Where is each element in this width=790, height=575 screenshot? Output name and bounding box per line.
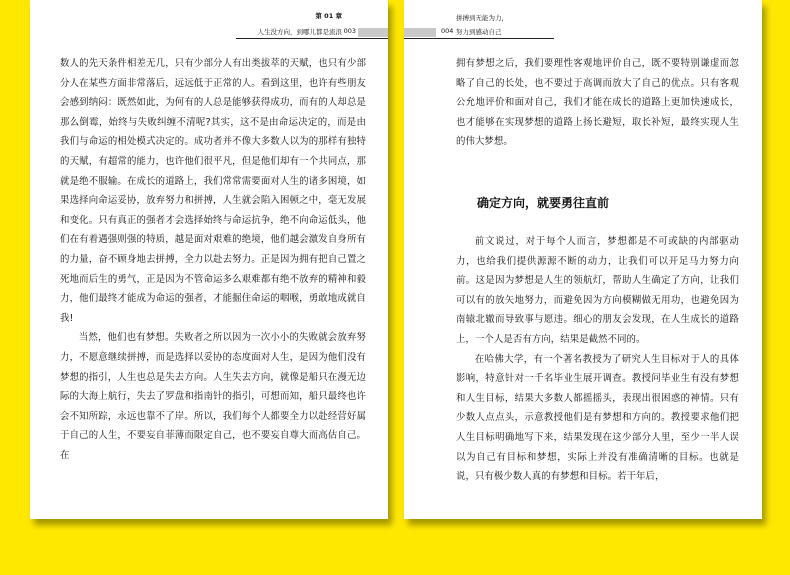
left-body-text [60,54,366,465]
left-page [30,0,388,519]
right-body-text-top [456,54,739,152]
paragraph: 前文说过，对于每个人而言，梦想都是不可或缺的内部驱动力，也给我们提供源源不断的动力，让我们可以开足马力努力向前。这是因为梦想是人生的领航灯，帮助人生确定了方向，让我们可以有的放矢地努力，而避免因为方向模糊做无用功，也避免因为南辕北辙而导致事与愿违。细心的朋友会发现，在人生成长的道路上，一个人是否有方向，结果是截然不同的。 [456,236,739,345]
header-bar [404,28,436,37]
header-rule [236,38,388,39]
header-bar [358,28,388,37]
paragraph: 拥有梦想之后，我们要理性客观地评价自己，既不要特别谦虚而忽略了自己的长处，也不要过于高调而放大了自己的优点。只有客观公允地评价和面对自己，我们才能在成长的道路上更加快速成长，也才能够在实现梦想的道路上扬长避短，取长补短，最终实现人生的伟大梦想。 [456,58,739,148]
page-number: 003 [343,27,356,35]
section-title: 确定方向，就要勇往直前 [477,196,610,210]
paragraph: 当然，他们也有梦想。失败者之所以因为一次小小的失败就会放弃努力，不愿意继续拼搏，而是选择以妥协的态度面对人生，是因为他们没有梦想的指引，人生也总是失去方向。人生失去方向，就像是船只在漫无边际的大海上航行，失去了罗盘和指南针的指引，可想而知，船只最终也许会不知所踪，永远也靠不了岸。所以，我们每个人都要全力以赴经营好属于自己的人生，不要妄自菲薄而限定自己，也不要妄自尊大而高估自己。在 [60,332,366,461]
page-number: 004 [441,27,454,35]
paragraph: 数人的先天条件相差无几，只有少部分人有出类拔萃的天赋，也只有少部分人在某些方面非常落后，远远低于正常的人。看到这里，也许有些朋友会感到纳闷：既然如此，为何有的人总是能够获得成功，而有的人却总是那么倒霉，始终与失败纠缠不清呢?其实，这不是由命运决定的，而是由我们与命运的相处模式决定的。成功者并不像大多数人以为的那样有独特的天赋，有超常的能力，也许他们很平凡，但是他们却有一个共同点，那就是绝不服输。在成长的道路上，我们常常需要面对人生的诸多困境，如果选择向命运妥协，放弃努力和拼搏，人生就会陷入困顿之中，毫无发展和变化。只有真正的强者才会选择始终与命运抗争，绝不向命运低头，他们在有着遇强则强的特质，越是面对艰难的绝境，他们越会激发自身所有的力量，奋不顾身地去拼搏，全力以赴去努力。正是因为拥有把自己置之死地而后生的勇气，正是因为不管命运多么艰难都有绝不放弃的精神和毅力，他们最终才能成为命运的强者，才能掘住命运的咽喉，勇敢地成就自我! [60,58,366,324]
running-header-title-top: 拼搏到无能为力， [456,14,508,22]
running-header-title: 人生没方向，到哪儿都是流浪 [257,28,342,36]
paragraph: 在哈佛大学，有一个著名教授为了研究人生目标对于人的具体影响，特意针对一千名毕业生展开调查。教授问毕业生有没有梦想和人生目标，结果大多数人都摇摇头，表现出很困惑的神情。只有少数人点点头，示意教授他们是有梦想和方向的。教授要求他们把人生目标明确地写下来，结果发现在这少部分人里，至少一半人误以为自己有目标和梦想，实际上并没有准确清晰的目标。也就是说，只有极少数人真的有梦想和目标。若干年后， [456,353,739,483]
running-header-title-bottom: 努力到感动自己 [456,28,502,36]
right-body-text-bottom [456,232,739,487]
right-page [404,0,762,519]
header-rule [404,38,554,39]
chapter-label: 第 01 章 [315,12,342,20]
